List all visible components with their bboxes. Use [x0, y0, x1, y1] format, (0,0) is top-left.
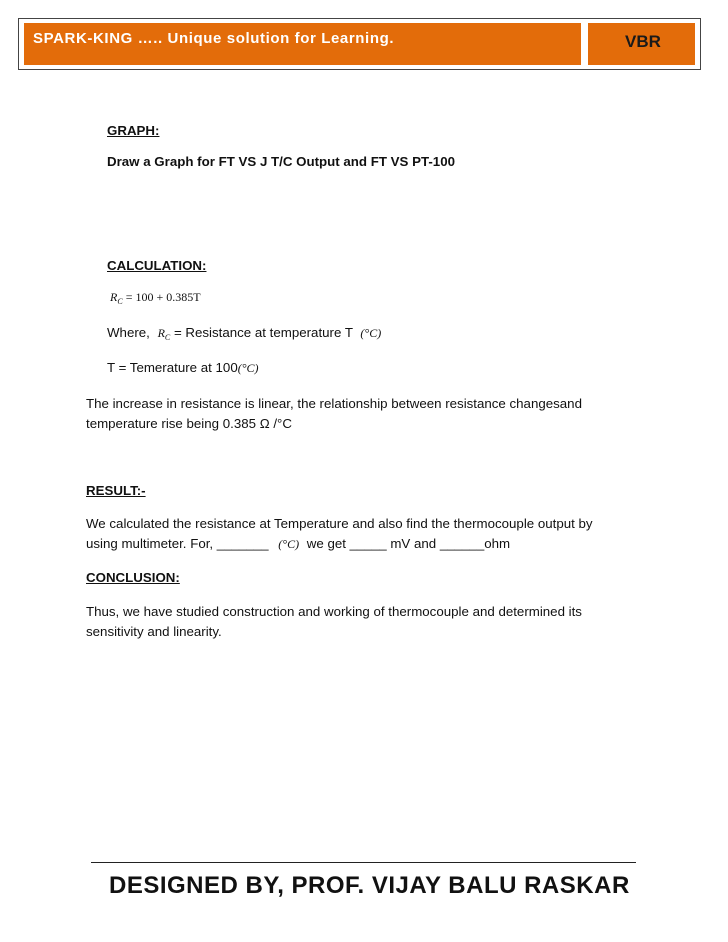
where-symbol-subscript: C — [164, 333, 171, 342]
header-badge: VBR — [625, 32, 661, 51]
result-line-1: We calculated the resistance at Temperature and also find the thermocouple output by — [86, 516, 593, 531]
where-description: = Resistance at temperature T — [173, 325, 353, 340]
graph-heading: GRAPH: — [107, 123, 160, 138]
t-line-unit: (°C) — [237, 361, 259, 375]
header-title: SPARK-KING ….. Unique solution for Learning. — [33, 30, 395, 47]
formula-symbol: R — [110, 290, 118, 304]
where-symbol — [158, 326, 171, 340]
result-line-2 — [86, 534, 510, 554]
where-symbol-letter: R — [157, 326, 165, 340]
result-heading: RESULT:- — [86, 483, 146, 498]
result-unit: (°C) — [278, 537, 300, 551]
result-line-2-b: we get _____ mV and ______ohm — [306, 536, 511, 551]
result-line-2-a: using multimeter. For, _______ — [86, 536, 269, 551]
footer-rule — [91, 862, 636, 863]
conclusion-line-1: Thus, we have studied construction and working of thermocouple and determined its — [86, 604, 582, 619]
note-line-1: The increase in resistance is linear, the relationship between resistance changesand — [86, 396, 582, 411]
t-line — [107, 358, 259, 378]
where-unit: (°C) — [360, 326, 382, 340]
formula-rhs: = 100 + 0.385T — [125, 290, 201, 304]
graph-instruction: Draw a Graph for FT VS J T/C Output and FT VS PT-100 — [107, 154, 455, 169]
where-line — [107, 323, 381, 347]
footer-designed-by: DESIGNED BY, PROF. VIJAY BALU RASKAR — [109, 872, 630, 899]
calculation-heading: CALCULATION: — [107, 258, 207, 273]
t-line-text: T = Temerature at 100 — [107, 360, 238, 375]
note-line-2: temperature rise being 0.385 Ω /°C — [86, 416, 292, 431]
where-label: Where, — [107, 325, 150, 340]
calculation-formula — [110, 288, 201, 311]
conclusion-line-2: sensitivity and linearity. — [86, 624, 222, 639]
conclusion-heading: CONCLUSION: — [86, 570, 180, 585]
formula-subscript: C — [117, 297, 123, 306]
header-banner — [24, 23, 581, 65]
header-badge-box — [588, 23, 695, 65]
